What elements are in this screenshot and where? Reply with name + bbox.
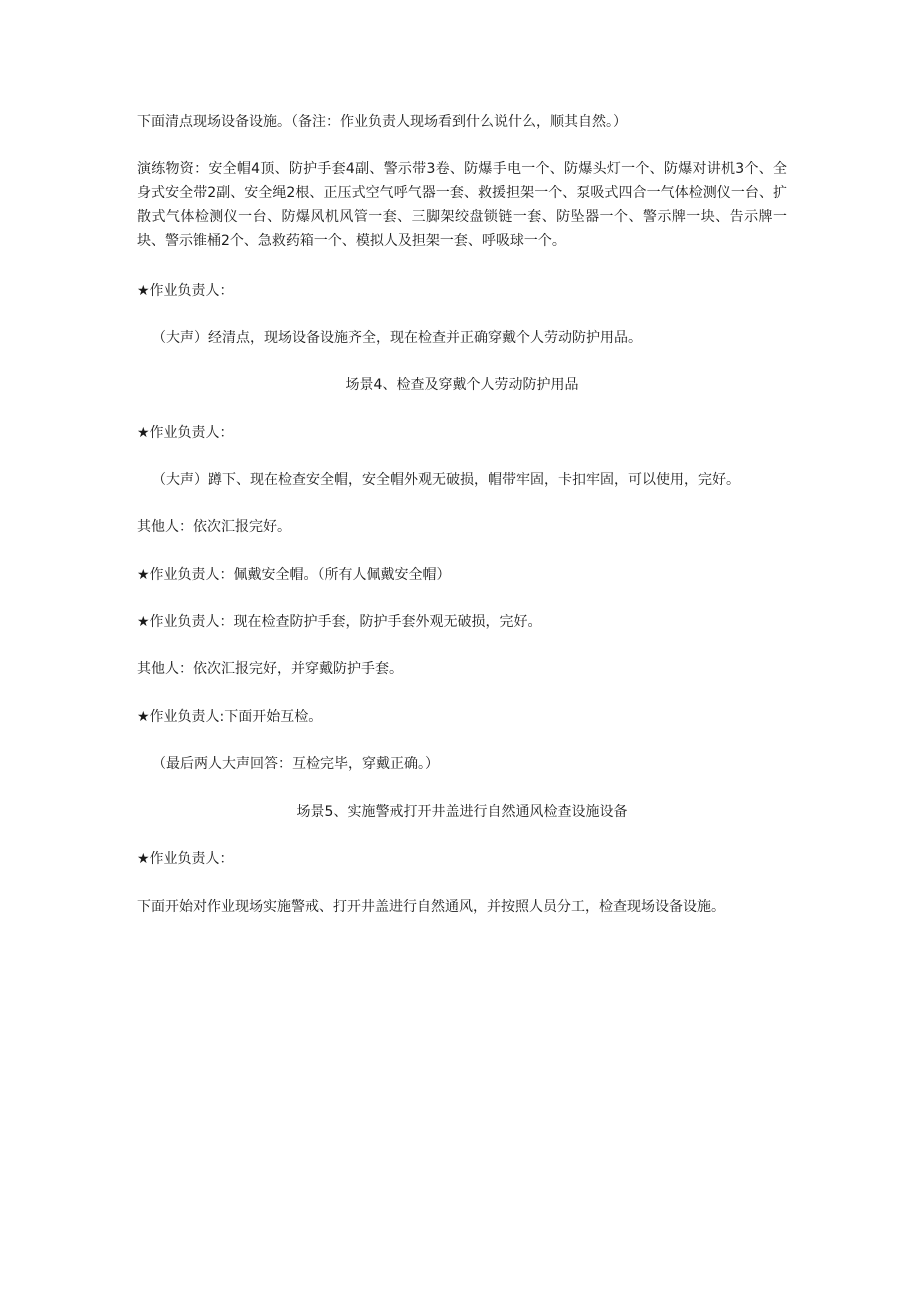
scene-5-heading: 场景5、实施警戒打开井盖进行自然通风检查设施设备 [296, 804, 628, 820]
others-report-1: 其他人：依次汇报完好。 [137, 519, 291, 535]
scene-4-heading: 场景4、检查及穿戴个人劳动防护用品 [345, 377, 579, 393]
leader-label-2: ★作业负责人： [137, 425, 234, 441]
mutual-check-response: （最后两人大声回答：互检完毕，穿戴正确。） [152, 756, 439, 772]
leader-ventilation-statement: 下面开始对作业现场实施警戒、打开井盖进行自然通风，并按照人员分工，检查现场设备设施。 [137, 899, 725, 915]
leader-label-3: ★作业负责人： [137, 851, 234, 867]
equipment-check-note: 下面清点现场设备设施。（备注：作业负责人现场看到什么说什么，顺其自然。） [137, 114, 627, 130]
leader-statement-1: （大声）经清点，现场设备设施齐全，现在检查并正确穿戴个人劳动防护用品。 [152, 330, 642, 346]
leader-glove-check: ★作业负责人：现在检查防护手套，防护手套外观无破损，完好。 [137, 614, 542, 630]
others-report-2: 其他人：依次汇报完好，并穿戴防护手套。 [137, 661, 403, 677]
leader-wear-helmet: ★作业负责人：佩戴安全帽。（所有人佩戴安全帽） [137, 567, 451, 583]
leader-statement-helmet-check: （大声）蹲下、现在检查安全帽，安全帽外观无破损，帽带牢固，卡扣牢固，可以使用，完好。 [152, 472, 740, 488]
leader-mutual-check: ★作业负责人:下面开始互检。 [137, 709, 323, 725]
drill-materials-list: 演练物资：安全帽4顶、防护手套4副、警示带3卷、防爆手电一个、防爆头灯一个、防爆对讲机3个、全身式安全带2副、安全绳2根、正压式空气呼气器一套、救援担架一个、泵吸式四合一气体检测仪一台、扩散式气体检测仪一台、防爆风机风管一套、三脚架绞盘锁链一套、防坠器一个、警示牌一块、告示牌一块、警示锥桶2个、急救药箱一个、模拟人及担架一套、呼吸球一个。 [137, 161, 787, 249]
leader-label-1: ★作业负责人： [137, 283, 234, 299]
